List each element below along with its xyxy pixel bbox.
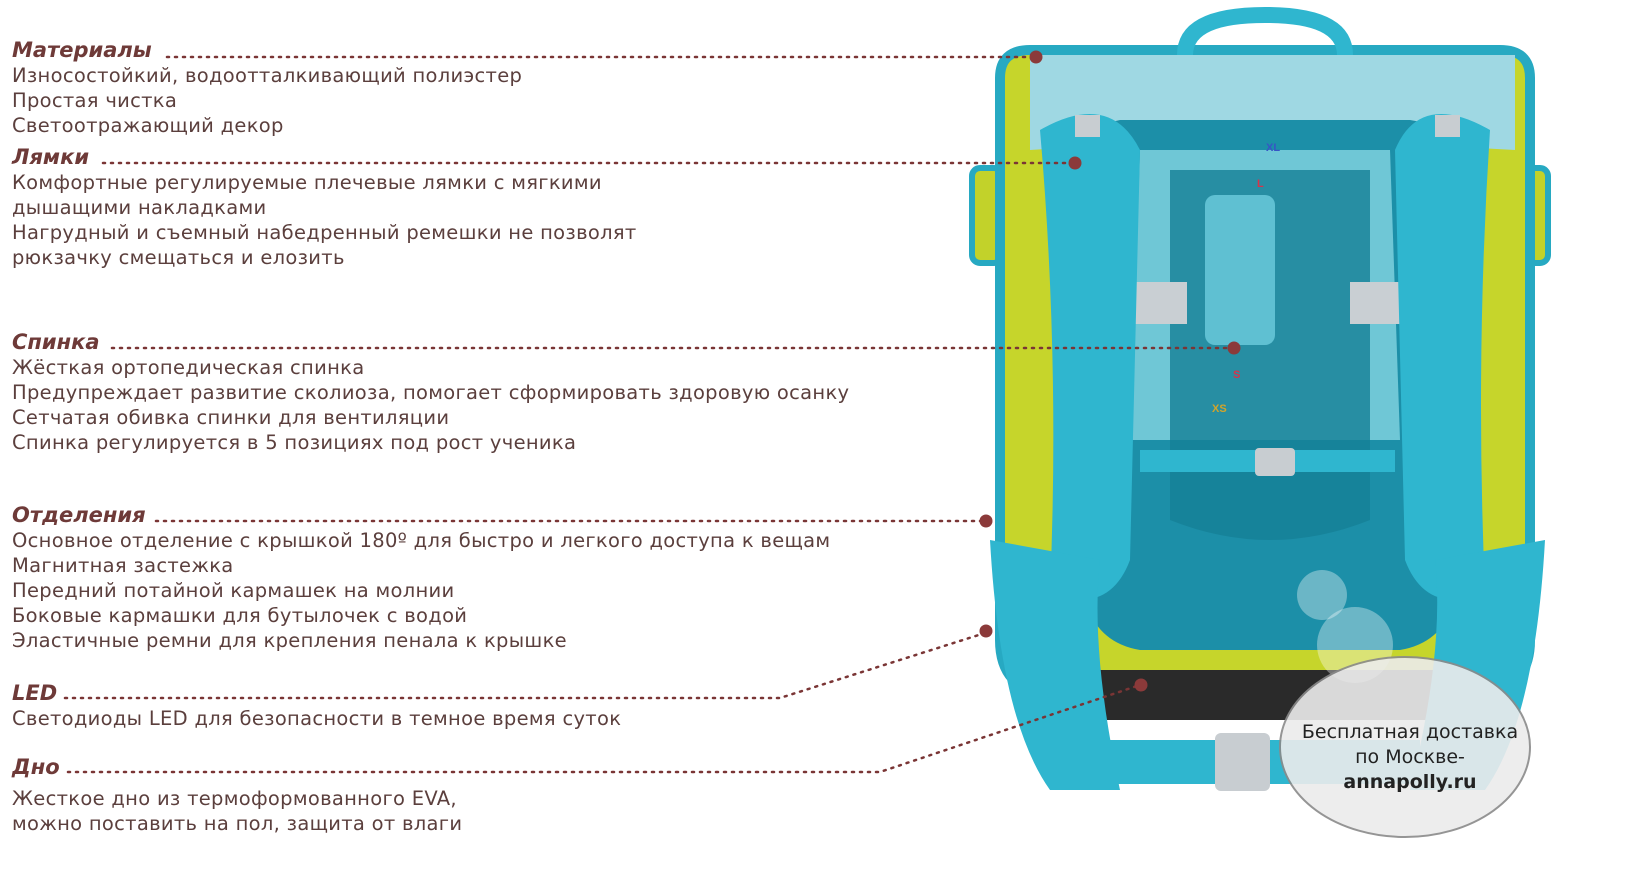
- dot-back: [1228, 342, 1241, 355]
- feature-title: Лямки: [12, 145, 90, 169]
- feature-line: дышащими накладками: [12, 196, 267, 219]
- size-mark-s: S: [1233, 369, 1241, 381]
- feature-back: [12, 329, 849, 455]
- feature-line: Жёсткая ортопедическая спинка: [12, 356, 365, 379]
- dot-led: [980, 625, 993, 638]
- feature-line: Жесткое дно из термоформованного EVA,: [12, 787, 457, 810]
- badge-line-2: по Москве-: [1355, 746, 1465, 768]
- dot-compartments: [980, 515, 993, 528]
- feature-line: Боковые кармашки для бутылочек с водой: [12, 604, 468, 627]
- dot-bottom: [1135, 679, 1148, 692]
- feature-title: LED: [12, 681, 58, 705]
- feature-title: Материалы: [12, 38, 152, 62]
- feature-line: Нагрудный и съемный набедренный ремешки не позволят: [12, 221, 637, 244]
- feature-straps: [12, 144, 637, 270]
- feature-led: [12, 680, 621, 731]
- feature-line: Передний потайной кармашек на молнии: [12, 579, 455, 602]
- feature-line: Предупреждает развитие сколиоза, помогает сформировать здоровую осанку: [12, 381, 850, 404]
- feature-compartments: [12, 502, 830, 653]
- feature-line: Износостойкий, водоотталкивающий полиэстер: [12, 64, 523, 87]
- feature-line: рюкзачку смещаться и елозить: [12, 246, 345, 269]
- dot-straps: [1069, 157, 1082, 170]
- feature-materials: [12, 37, 522, 138]
- feature-line: Светодиоды LED для безопасности в темное время суток: [12, 707, 622, 730]
- size-mark-xs: XS: [1212, 403, 1227, 415]
- feature-title: Дно: [12, 755, 60, 779]
- feature-line: Эластичные ремни для крепления пенала к крышке: [12, 629, 567, 652]
- feature-title: Отделения: [12, 503, 146, 527]
- feature-line: Простая чистка: [12, 89, 178, 112]
- dot-materials: [1030, 51, 1043, 64]
- feature-line: Магнитная застежка: [12, 554, 234, 577]
- feature-line: Комфортные регулируемые плечевые лямки с мягкими: [12, 171, 602, 194]
- badge-line-1: Бесплатная доставка: [1301, 721, 1519, 743]
- size-mark-xl: XL: [1266, 142, 1281, 154]
- feature-title: Спинка: [12, 330, 100, 354]
- feature-line: Спинка регулируется в 5 позициях под рост ученика: [12, 431, 577, 454]
- badge-site-link[interactable]: annapolly.ru: [1343, 771, 1477, 793]
- feature-line: можно поставить на пол, защита от влаги: [12, 812, 463, 835]
- delivery-badge: [1285, 720, 1535, 795]
- feature-bottom: [12, 754, 462, 836]
- feature-line: Основное отделение с крышкой 180º для быстро и легкого доступа к вещам: [12, 529, 831, 552]
- feature-line: Светоотражающий декор: [12, 114, 284, 137]
- size-mark-l: L: [1257, 178, 1264, 190]
- feature-line: Сетчатая обивка спинки для вентиляции: [12, 406, 450, 429]
